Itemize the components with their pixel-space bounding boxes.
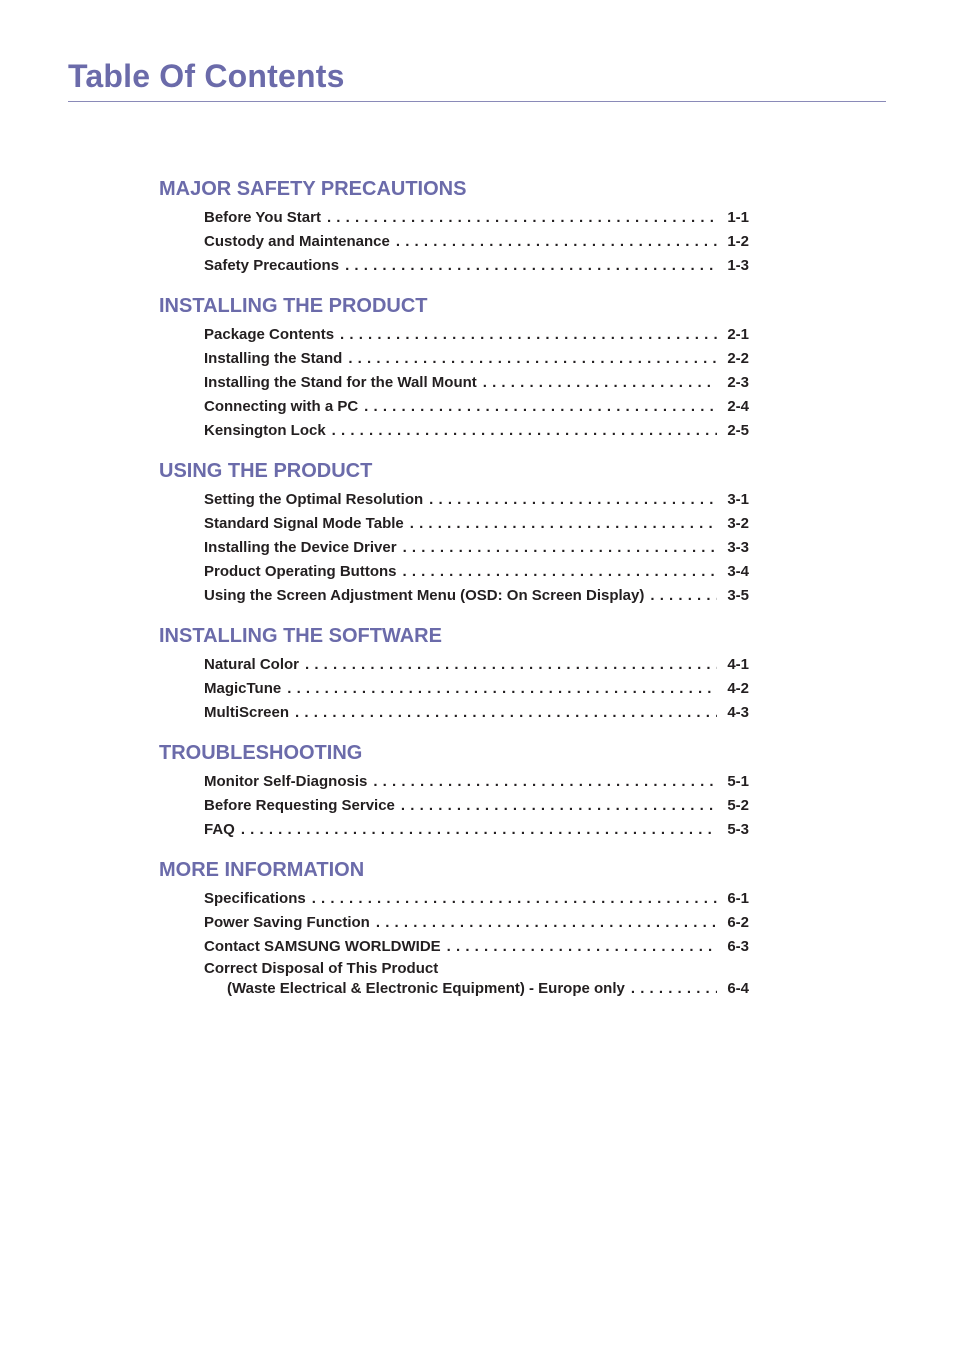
toc-entry-label-continued: (Waste Electrical & Electronic Equipment) - Europe only — [227, 980, 625, 997]
toc-entry-page: 6-4 — [727, 980, 749, 997]
toc-entry[interactable] — [204, 584, 749, 608]
dot-leader — [327, 206, 717, 230]
section-entries — [204, 323, 749, 443]
toc-entry-page: 2-1 — [727, 326, 749, 343]
toc-entry-label: MagicTune — [204, 680, 282, 697]
dot-leader — [241, 818, 717, 842]
toc-section-installing-the-software — [159, 623, 759, 725]
toc-entry[interactable] — [204, 323, 749, 347]
dot-leader — [373, 770, 717, 794]
toc-entry[interactable] — [204, 560, 749, 584]
toc-entry-label: Installing the Stand — [204, 350, 343, 367]
toc-entry-page: 6-3 — [727, 938, 749, 955]
toc-entry-page: 6-1 — [727, 890, 749, 907]
toc-entry-label: Power Saving Function — [204, 914, 370, 931]
dot-leader — [429, 488, 717, 512]
toc-entry[interactable] — [204, 395, 749, 419]
title-divider — [68, 101, 886, 102]
toc-entry[interactable] — [204, 488, 749, 512]
toc-entry-page: 3-1 — [727, 491, 749, 508]
toc-entry[interactable] — [204, 206, 749, 230]
toc-entry-page: 1-2 — [727, 233, 749, 250]
section-heading[interactable]: INSTALLING THE SOFTWARE — [159, 625, 442, 647]
toc-entry-label: Contact SAMSUNG WORLDWIDE — [204, 938, 441, 955]
toc-section-troubleshooting — [159, 740, 759, 842]
toc-entry-page: 3-3 — [727, 539, 749, 556]
toc-entry-label: Kensington Lock — [204, 422, 326, 439]
toc-entry-label: MultiScreen — [204, 704, 290, 721]
dot-leader — [447, 935, 717, 959]
toc-entry-page: 5-3 — [727, 821, 749, 838]
dot-leader — [364, 395, 717, 419]
toc-entry-page: 2-3 — [727, 374, 749, 391]
dot-leader — [650, 584, 717, 608]
toc-entry-label: Monitor Self-Diagnosis — [204, 773, 368, 790]
toc-entry[interactable] — [204, 701, 749, 725]
dot-leader — [410, 512, 717, 536]
toc-entry-page: 5-1 — [727, 773, 749, 790]
dot-leader — [396, 230, 717, 254]
section-heading[interactable]: INSTALLING THE PRODUCT — [159, 295, 428, 317]
toc-entry-page: 3-2 — [727, 515, 749, 532]
toc-entry[interactable] — [204, 770, 749, 794]
toc-entry[interactable] — [204, 230, 749, 254]
section-entries — [204, 488, 749, 608]
toc-entry-page: 2-2 — [727, 350, 749, 367]
toc-entry-page: 4-1 — [727, 656, 749, 673]
toc-entry-page: 4-3 — [727, 704, 749, 721]
section-heading[interactable]: MORE INFORMATION — [159, 859, 365, 881]
section-entries — [204, 206, 749, 278]
toc-entry[interactable] — [204, 371, 749, 395]
toc-entry-label: Product Operating Buttons — [204, 563, 397, 580]
toc-entry[interactable] — [204, 419, 749, 443]
toc-entry-label: Using the Screen Adjustment Menu (OSD: On Screen Display) — [204, 587, 645, 604]
toc-entry[interactable] — [204, 794, 749, 818]
toc-section-installing-the-product — [159, 293, 759, 443]
toc-entry[interactable] — [204, 653, 749, 677]
toc-entry[interactable] — [204, 818, 749, 842]
table-of-contents — [159, 176, 759, 1014]
section-heading[interactable]: USING THE PRODUCT — [159, 460, 373, 482]
toc-entry-page: 4-2 — [727, 680, 749, 697]
toc-entry-continuation[interactable] — [204, 979, 749, 999]
toc-entry-label: Before Requesting Service — [204, 797, 395, 814]
dot-leader — [295, 701, 717, 725]
toc-entry[interactable] — [204, 512, 749, 536]
toc-entry-label: Custody and Maintenance — [204, 233, 390, 250]
toc-entry[interactable] — [204, 677, 749, 701]
toc-entry-label: Correct Disposal of This Product — [204, 960, 439, 977]
toc-entry-label: Before You Start — [204, 209, 321, 226]
toc-entry[interactable] — [204, 536, 749, 560]
page-title: Table Of Contents — [68, 58, 345, 94]
dot-leader — [348, 347, 717, 371]
toc-entry[interactable] — [204, 887, 749, 911]
toc-entry-label: Natural Color — [204, 656, 300, 673]
toc-entry-label: FAQ — [204, 821, 235, 838]
section-heading[interactable]: TROUBLESHOOTING — [159, 742, 363, 764]
toc-entry[interactable] — [204, 254, 749, 278]
toc-entry-page: 6-2 — [727, 914, 749, 931]
toc-entry[interactable] — [204, 347, 749, 371]
toc-section-major-safety-precautions — [159, 176, 759, 278]
dot-leader — [345, 254, 717, 278]
toc-entry-label: Standard Signal Mode Table — [204, 515, 404, 532]
section-entries — [204, 653, 749, 725]
dot-leader — [305, 653, 717, 677]
toc-entry-page: 3-4 — [727, 563, 749, 580]
dot-leader — [332, 419, 717, 443]
section-heading[interactable]: MAJOR SAFETY PRECAUTIONS — [159, 178, 467, 200]
toc-entry-page: 1-3 — [727, 257, 749, 274]
dot-leader — [403, 536, 717, 560]
toc-entry-page: 1-1 — [727, 209, 749, 226]
toc-entry[interactable] — [204, 935, 749, 959]
dot-leader — [631, 979, 717, 999]
dot-leader — [340, 323, 717, 347]
section-entries — [204, 887, 749, 999]
toc-entry-page: 5-2 — [727, 797, 749, 814]
toc-entry-label: Package Contents — [204, 326, 335, 343]
toc-entry-label: Connecting with a PC — [204, 398, 359, 415]
dot-leader — [401, 794, 717, 818]
toc-entry[interactable] — [204, 911, 749, 935]
section-entries — [204, 770, 749, 842]
toc-entry-page: 2-5 — [727, 422, 749, 439]
toc-entry-label: Safety Precautions — [204, 257, 340, 274]
dot-leader — [483, 371, 717, 395]
dot-leader — [403, 560, 718, 584]
toc-entry-page: 3-5 — [727, 587, 749, 604]
dot-leader — [312, 887, 717, 911]
dot-leader — [287, 677, 717, 701]
toc-entry-label: Installing the Stand for the Wall Mount — [204, 374, 477, 391]
dot-leader — [376, 911, 717, 935]
toc-section-more-information — [159, 857, 759, 999]
toc-entry-label: Specifications — [204, 890, 306, 907]
toc-entry-label: Installing the Device Driver — [204, 539, 397, 556]
toc-entry-multiline[interactable] — [204, 959, 749, 999]
toc-entry-label: Setting the Optimal Resolution — [204, 491, 424, 508]
toc-entry-page: 2-4 — [727, 398, 749, 415]
toc-section-using-the-product — [159, 458, 759, 608]
